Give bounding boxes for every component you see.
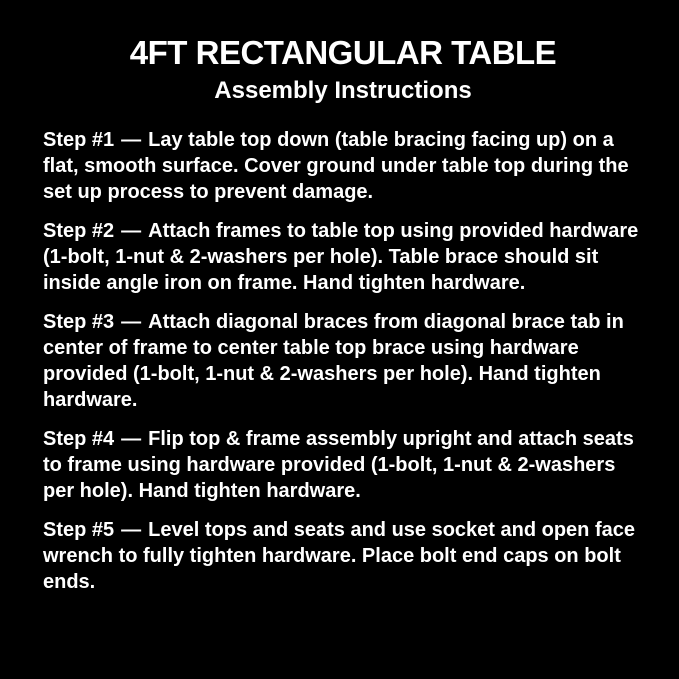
step-3 xyxy=(43,309,643,413)
step-1-text: Lay table top down (table bracing facing up) on a flat, smooth surface. Cover ground under table top during the set up process to prevent damage. xyxy=(43,128,629,203)
step-3-label: Step #3 xyxy=(43,310,115,333)
step-5-text: Level tops and seats and use socket and open face wrench to fully tighten hardware. Place bolt end caps on bolt ends. xyxy=(43,518,635,593)
step-1-separator: — xyxy=(121,128,142,151)
step-5-label: Step #5 xyxy=(43,518,115,541)
step-5 xyxy=(43,517,643,595)
step-4-text: Flip top & frame assembly upright and attach seats to frame using hardware provided (1-bolt, 1-nut & 2-washers per hole). Hand tighten hardware. xyxy=(43,427,634,502)
step-4 xyxy=(43,426,643,504)
step-2-label: Step #2 xyxy=(43,219,115,242)
step-4-separator: — xyxy=(121,427,142,450)
step-3-text: Attach diagonal braces from diagonal brace tab in center of frame to center table top brace using hardware provided (1-bolt, 1-nut & 2-washers per hole). Hand tighten hardware. xyxy=(43,310,624,411)
step-2 xyxy=(43,218,643,296)
step-1 xyxy=(43,127,643,205)
step-3-separator: — xyxy=(121,310,142,333)
page-subtitle: Assembly Instructions xyxy=(214,76,472,104)
header xyxy=(43,34,643,105)
step-5-separator: — xyxy=(121,518,142,541)
step-4-label: Step #4 xyxy=(43,427,115,450)
page-title: 4FT RECTANGULAR TABLE xyxy=(129,34,557,71)
step-2-separator: — xyxy=(121,219,142,242)
step-2-text: Attach frames to table top using provided hardware (1-bolt, 1-nut & 2-washers per hole). Table brace should sit inside angle iron on frame. Hand tighten hardware. xyxy=(43,219,639,294)
steps-list xyxy=(43,127,643,595)
step-1-label: Step #1 xyxy=(43,128,115,151)
